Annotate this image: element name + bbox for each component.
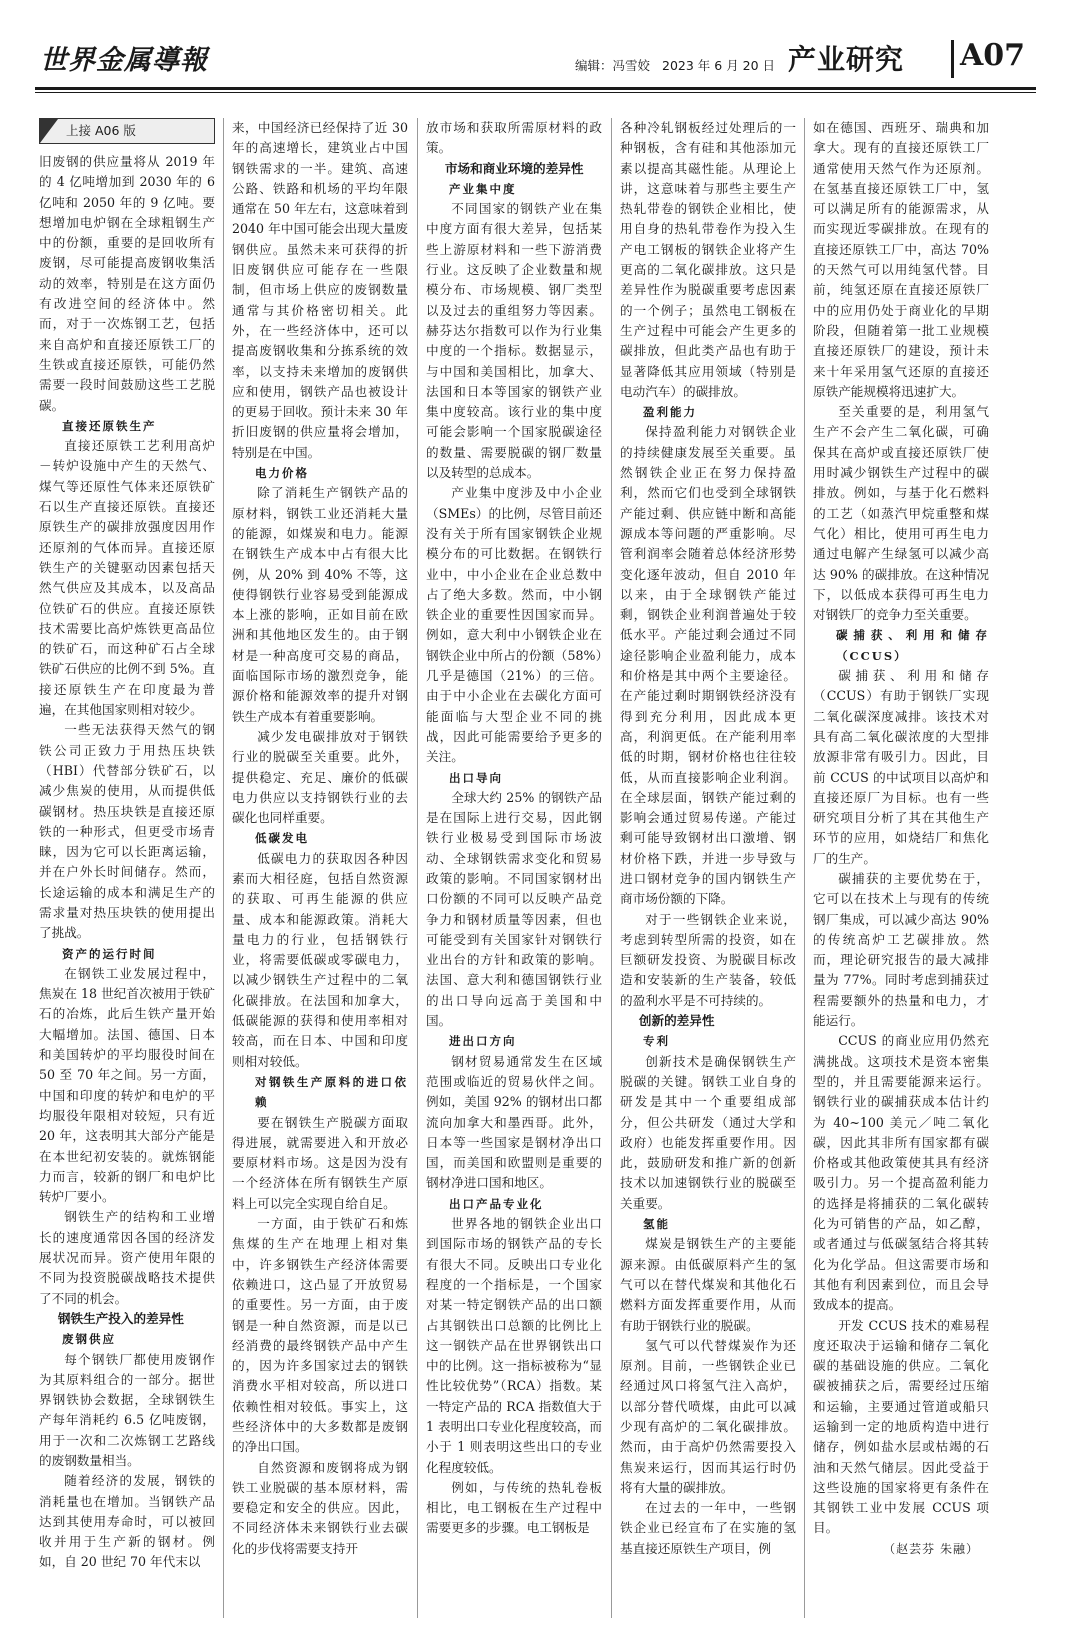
- paragraph: 来，中国经济已经保持了近 30 年的高速增长，建筑业占中国钢铁需求的一半。建筑、高速公路、铁路和机场的平均年限通常在 50 年左右，这意味着到 2040 年中国可能会出现大量废钢供应。虽然未来可获得的折旧废钢供应可能存在一些限制，但市场上供应的废钢数量通常与其价格密切相关。此外，在一些经济体中，还可以提高废钢收集和分拣系统的效率，以支持未来增加的废钢供应和使用，钢铁产品也被设计的更易于回收。预计未来 30 年折旧废钢的供应量将会增加，特别是在中国。: [232, 120, 408, 460]
- paragraph: 每个钢铁厂都使用废钢作为其原料组合的一部分。据世界钢铁协会数据，全球钢铁生产每年消耗约 6.5 亿吨废钢，用于一次和二次炼钢工艺路线的废钢数量相当。: [39, 1351, 215, 1468]
- subheading: 进出口方向: [449, 1034, 517, 1049]
- paragraph: 世界各地的钢铁企业出口到国际市场的钢铁产品的专长有很大不同。反映出口专业化程度的一个指标是，一个国家对某一特定钢铁产品的出口额占其钢铁出口总额的比例比上这一钢铁产品在世界钢铁出口中的比例。这一指标被称为“显性比较优势”（RCA）指数。某一特定产品的 RCA 指数值大于 1 表明出口专业化程度较高，而小于 1 则表明这些出口的专业化程度较低。: [426, 1216, 602, 1475]
- subheading: 专利: [643, 1034, 670, 1049]
- section-heading: 创新的差异性: [638, 1013, 715, 1029]
- paragraph: CCUS 的商业应用仍然充满挑战。这项技术是资本密集型的，并且需要能源来运行。钢铁行业的碳捕获成本估计约为 40~100 美元／吨二氧化碳，因此其非所有国家都有碳价格或其他政策使其具有经济吸引力。另一个提高盈利能力的选择是将捕获的二氧化碳转化为可销售的产品，如乙醇，或者通过与低碳氢结合将其转化为化学品。但这需要市场和其他有利因素到位，而且会导致成本的提高。: [813, 1033, 989, 1313]
- column-divider: [611, 118, 612, 1618]
- paragraph: 直接还原铁工艺利用高炉－转炉设施中产生的天然气、煤气等还原性气体来还原铁矿石以生产直接还原铁。直接还原铁生产的碳排放强度因用作还原剂的气体而异。直接还原铁生产的关键驱动因素包括天然气供应及其成本，以及高品位铁矿石的供应。直接还原铁技术需要比高炉炼铁更高品位的铁矿石，而这种矿石占全球铁矿石供应的比例不到 5%。直接还原铁生产在印度最为普遍，在其他国家则相对较少。: [39, 438, 215, 718]
- subheading: 碳捕获、利用和储存（CCUS）: [836, 628, 989, 663]
- top-rule: [35, 87, 1036, 90]
- subheading: 出口导向: [449, 770, 503, 785]
- paragraph: 碳捕获、利用和储存（CCUS）有助于钢铁厂实现二氧化碳深度减排。该技术对具有高二氧化碳浓度的大型排放源非常有吸引力。因此，目前 CCUS 的中试项目以高炉和直接还原厂为目标。也有一些研究项目分析了其在其他生产环节的应用，如烧结厂和焦化厂的生产。: [813, 668, 989, 866]
- paragraph: 氢气可以代替煤炭作为还原剂。目前，一些钢铁企业已经通过风口将氢气注入高炉，以部分替代喷煤，由此可以减少现有高炉的二氧化碳排放。然而，由于高炉仍然需要投入焦炭来运行，因而其运行时仍将有大量的碳排放。: [620, 1337, 796, 1495]
- masthead-divider: [951, 40, 954, 78]
- section-title: 产业研究: [788, 43, 905, 76]
- subheading: 电力价格: [255, 466, 309, 481]
- subheading: 氢能: [643, 1217, 670, 1232]
- paragraph: 一些无法获得天然气的钢铁公司正致力于用热压块铁（HBI）代替部分铁矿石，以减少焦炭的使用，从而提供低碳钢材。热压块铁是直接还原铁的一种形式，但更受市场青睐，因为它可以长距离运输，并在户外长时间储存。然而，长途运输的成本和满足生产的需求量对热压块铁的使用提出了挑战。: [39, 722, 215, 941]
- paragraph: 创新技术是确保钢铁生产脱碳的关键。钢铁工业自身的研发是其中一个重要组成部分，但公共研发（通过大学和政府）也能发挥重要作用。因此，鼓励研发和推广新的创新技术以加速钢铁行业的脱碳至关重要。: [620, 1053, 796, 1211]
- subheading: 产业集中度: [449, 181, 517, 196]
- paragraph: 全球大约 25% 的钢铁产品是在国际上进行交易，因此钢铁行业极易受到国际市场波动、全球钢铁需求变化和贸易政策的影响。不同国家钢材出口份额的不同可以反映产品竞争力和钢材质量等因素，但也可能受到有关国家针对钢铁行业出台的方针和政策的影响。法国、意大利和德国钢铁行业的出口导向远高于美国和中国。: [426, 789, 602, 1029]
- paragraph: 钢材贸易通常发生在区域范围或临近的贸易伙伴之间。例如，美国 92% 的钢材出口都流向加拿大和墨西哥。此外，日本等一些国家是钢材净出口国，而美国和欧盟则是重要的钢材净进口国和地区。: [426, 1053, 602, 1191]
- author-byline: （赵芸芬 朱融）: [883, 1541, 979, 1556]
- paragraph: 一方面，由于铁矿石和炼焦煤的生产在地理上相对集中，许多钢铁生产经济体需要依赖进口，这凸显了开放贸易的重要性。另一方面，由于废钢是一种自然资源，而是以已经消费的最终钢铁产品中产生的，因为许多国家过去的钢铁消费水平相对较高，所以进口依赖性相对较低。事实上，这些经济体中的大多数都是废钢的净出口国。: [232, 1216, 408, 1455]
- paragraph: 各种冷轧钢板经过处理后的一种钢板，含有硅和其他添加元素以提高其磁性能。从理论上讲，这意味着与那些主要生产热轧带卷的钢铁企业相比，使用自身的热轧带卷作为投入生产电工钢板的钢铁企业将产生更高的二氧化碳排放。这只是差异性作为脱碳重要考虑因素的一个例子；虽然电工钢板在生产过程中可能会产生更多的碳排放，但此类产品也有助于显著降低其应用领域（特别是电动汽车）的碳排放。: [620, 120, 796, 399]
- subheading: 废钢供应: [62, 1332, 116, 1347]
- section-heading: 市场和商业环境的差异性: [444, 160, 584, 176]
- newspaper-logo: 世界金属導報: [40, 45, 208, 76]
- paragraph: 自然资源和废钢将成为钢铁工业脱碳的基本原材料，需要稳定和安全的供应。因此，不同经济体未来钢铁行业去碳化的步伐将需要支持开: [232, 1459, 408, 1556]
- top-rule-thin: [35, 92, 1036, 93]
- column-divider: [223, 118, 224, 1618]
- paragraph: 低碳电力的获取因各种因素而大相径庭，包括自然资源的获取、可再生能源的供应量、成本和能源政策。消耗大量电力的行业，包括钢铁行业，将需要低碳或零碳电力，以减少钢铁生产过程中的二氧化碳排放。在法国和加拿大，低碳能源的获得和使用率相对较高，而在日本、中国和印度则相对较低。: [232, 850, 408, 1069]
- subheading: 资产的运行时间: [62, 946, 157, 961]
- article-column-3: [426, 118, 602, 1618]
- page-number: A07: [960, 38, 1026, 73]
- paragraph: 放市场和获取所需原材料的政策。: [426, 120, 602, 156]
- paragraph: 保持盈利能力对钢铁企业的持续健康发展至关重要。虽然钢铁企业正在努力保持盈利，然而它们也受到全球钢铁产能过剩、供应链中断和高能源成本等问题的严重影响。尽管利润率会随着总体经济形势变化逐年波动，但自 2010 年以来，由于全球钢铁产能过剩，钢铁企业利润普遍处于较低水平。产能过剩会通过不同途径影响企业盈利能力，成本和价格是其中两个主要途径。在产能过剩时期钢铁经济没有得到充分利用，因此成本更高，利润更低。在产能利用率低的时期，钢材价格也往往较低，从而直接影响企业利润。在全球层面，钢铁产能过剩的影响会通过贸易传递。产能过剩可能导致钢材出口激增、钢材价格下跌，并进一步导致与进口钢材竞争的国内钢铁生产商市场份额的下降。: [620, 424, 796, 907]
- article-column-5: [813, 118, 989, 1618]
- paragraph: 随着经济的发展，钢铁的消耗量也在增加。当钢铁产品达到其使用寿命时，可以被回收并用于生产新的钢材。例如，自 20 世纪 70 年代末以: [39, 1473, 215, 1570]
- paragraph: 如在德国、西班牙、瑞典和加拿大。现有的直接还原铁工厂通常使用天然气作为还原剂。在氢基直接还原铁工厂中，氢可以满足所有的能源需求，从而实现近零碳排放。在现有的直接还原铁工厂中，高达 70% 的天然气可以用纯氢代替。目前，纯氢还原在直接还原铁厂中的应用仍处于商业化的早期阶段，但随着第一批工业规模直接还原铁厂的建设，预计未来十年采用氢气还原的直接还原铁产能规模将迅速扩大。: [813, 120, 989, 399]
- editor-line: [575, 56, 787, 74]
- continued-label: 上接 A06 版: [66, 123, 136, 138]
- continued-from-box: [39, 118, 215, 144]
- subheading: 对钢铁生产原料的进口依赖: [255, 1074, 408, 1110]
- paragraph: 除了消耗生产钢铁产品的原材料，钢铁工业还消耗大量的能源，如煤炭和电力。能源在钢铁生产成本中占有很大比例，从 20% 到 40% 不等，这使得钢铁行业容易受到能源成本上涨的影响，正如目前在欧洲和其他地区发生的。由于钢材是一种高度可交易的商品，面临国际市场的激烈竞争，能源价格和能源效率的提升对钢铁生产成本有着重要影响。: [232, 485, 408, 724]
- issue-date: 2023 年 6 月 20 日: [662, 58, 776, 73]
- article-column-1: [39, 118, 215, 1618]
- paragraph: 煤炭是钢铁生产的主要能源来源。由低碳原料产生的氢气可以在替代煤炭和其他化石燃料方面发挥重要作用，从而有助于钢铁行业的脱碳。: [620, 1236, 796, 1333]
- subheading: 出口产品专业化: [449, 1196, 544, 1211]
- column-divider: [417, 118, 418, 1618]
- paragraph: 在钢铁工业发展过程中，焦炭在 18 世纪首次被用于铁矿石的冶炼，此后生铁产量开始大幅增加。法国、德国、日本和美国转炉的平均服役时间在 50 至 70 年之间。另一方面，中国和印度的转炉和电炉的平均服役年限相对较短，只有近 20 年，这表明其大部分产能是在本世纪初安装的。就炼钢能力而言，较新的钢厂和电炉比转炉厂要小。: [39, 965, 215, 1205]
- section-heading: 钢铁生产投入的差异性: [57, 1310, 184, 1326]
- column-divider: [804, 118, 805, 1618]
- paragraph: 开发 CCUS 技术的难易程度还取决于运输和储存二氧化碳的基础设施的供应。二氧化碳被捕获之后，需要经过压缩和运输，主要通过管道或船只运输到一定的地质构造中进行储存，例如盐水层或枯竭的石油和天然气储层。因此受益于这些设施的国家将更有条件在其钢铁工业中发展 CCUS 项目。: [813, 1317, 989, 1536]
- triangle-icon: [40, 119, 58, 143]
- paragraph: 对于一些钢铁企业来说，考虑到转型所需的投资，如在巨额研发投资、为脱碳目标改造和安装新的生产装备，较低的盈利水平是不可持续的。: [620, 911, 796, 1008]
- subheading: 低碳发电: [255, 831, 309, 846]
- paragraph: 例如，与传统的热轧卷板相比，电工钢板在生产过程中需要更多的步骤。电工钢板是: [426, 1479, 602, 1536]
- paragraph: 产业集中度涉及中小企业（SMEs）的比例，尽管目前还没有关于所有国家钢铁企业规模分布的可比数据。在钢铁行业中，中小企业在企业总数中占了绝大多数。然而，中小钢铁企业的重要性因国家而异。例如，意大利中小钢铁企业在钢铁企业中所占的份额（58%）几乎是德国（21%）的三倍。由于中小企业在去碳化方面可能面临与大型企业不同的挑战，因此可能需要给予更多的关注。: [426, 485, 602, 765]
- article-column-2: [232, 118, 408, 1618]
- paragraph: 至关重要的是，利用氢气生产不会产生二氧化碳，可确保其在高炉或直接还原铁厂使用时减少钢铁生产过程中的碳排放。例如，与基于化石燃料的工艺（如蒸汽甲烷重整和煤气化）相比，使用可再生电力通过电解产生绿氢可以减少高达 90% 的碳排放。在这种情况下，以低成本获得可再生电力对钢铁厂的竞争力至关重要。: [813, 404, 989, 623]
- subheading: 直接还原铁生产: [62, 418, 157, 433]
- subheading: 盈利能力: [643, 405, 697, 420]
- paragraph: 减少发电碳排放对于钢铁行业的脱碳至关重要。此外，提供稳定、充足、廉价的低碳电力供应以支持钢铁行业的去碳化也同样重要。: [232, 728, 408, 826]
- paragraph: 要在钢铁生产脱碳方面取得进展，就需要进入和开放必要原材料市场。这是因为没有一个经济体在所有钢铁生产原料上可以完全实现自给自足。: [232, 1114, 408, 1211]
- article-column-4: [620, 118, 796, 1618]
- paragraph: 碳捕获的主要优势在于，它可以在技术上与现有的传统钢厂集成，可以减少高达 90% 的传统高炉工艺碳排放。然而，理论研究报告的最大减排量为 77%。同时考虑到捕获过程需要额外的热量和电力，才能运行。: [813, 870, 989, 1029]
- masthead: [40, 38, 1040, 82]
- editor-name: 编辑：冯雪姣: [575, 58, 651, 73]
- paragraph: 旧废钢的供应量将从 2019 年的 4 亿吨增加到 2030 年的 6 亿吨和 2050 年的 9 亿吨。要想增加电炉钢在全球粗钢生产中的份额，重要的是回收所有废钢，尽可能提高废钢收集活动的效率，特别是在这方面仍有改进空间的经济体中。然而，对于一次炼钢工艺，包括来自高炉和直接还原铁工厂的生铁或直接还原铁，可能仍然需要一段时间鼓励这些工艺脱碳。: [39, 154, 215, 413]
- paragraph: 不同国家的钢铁产业在集中度方面有很大差异，包括某些上游原材料和一些下游消费行业。这反映了企业数量和规模分布、市场规模、钢厂类型以及过去的重组努力等因素。赫芬达尔指数可以作为行业集中度的一个指标。数据显示，与中国和美国相比，加拿大、法国和日本等国家的钢铁产业集中度较高。该行业的集中度可能会影响一个国家脱碳途径的数量、需要脱碳的钢厂数量以及转型的总成本。: [426, 201, 602, 481]
- paragraph: 在过去的一年中，一些钢铁企业已经宣布了在实施的氢基直接还原铁生产项目，例: [620, 1500, 796, 1556]
- paragraph: 钢铁生产的结构和工业增长的速度通常因各国的经济发展状况而异。资产使用年限的不同为投资脱碳战略技术提供了不同的机会。: [39, 1209, 215, 1306]
